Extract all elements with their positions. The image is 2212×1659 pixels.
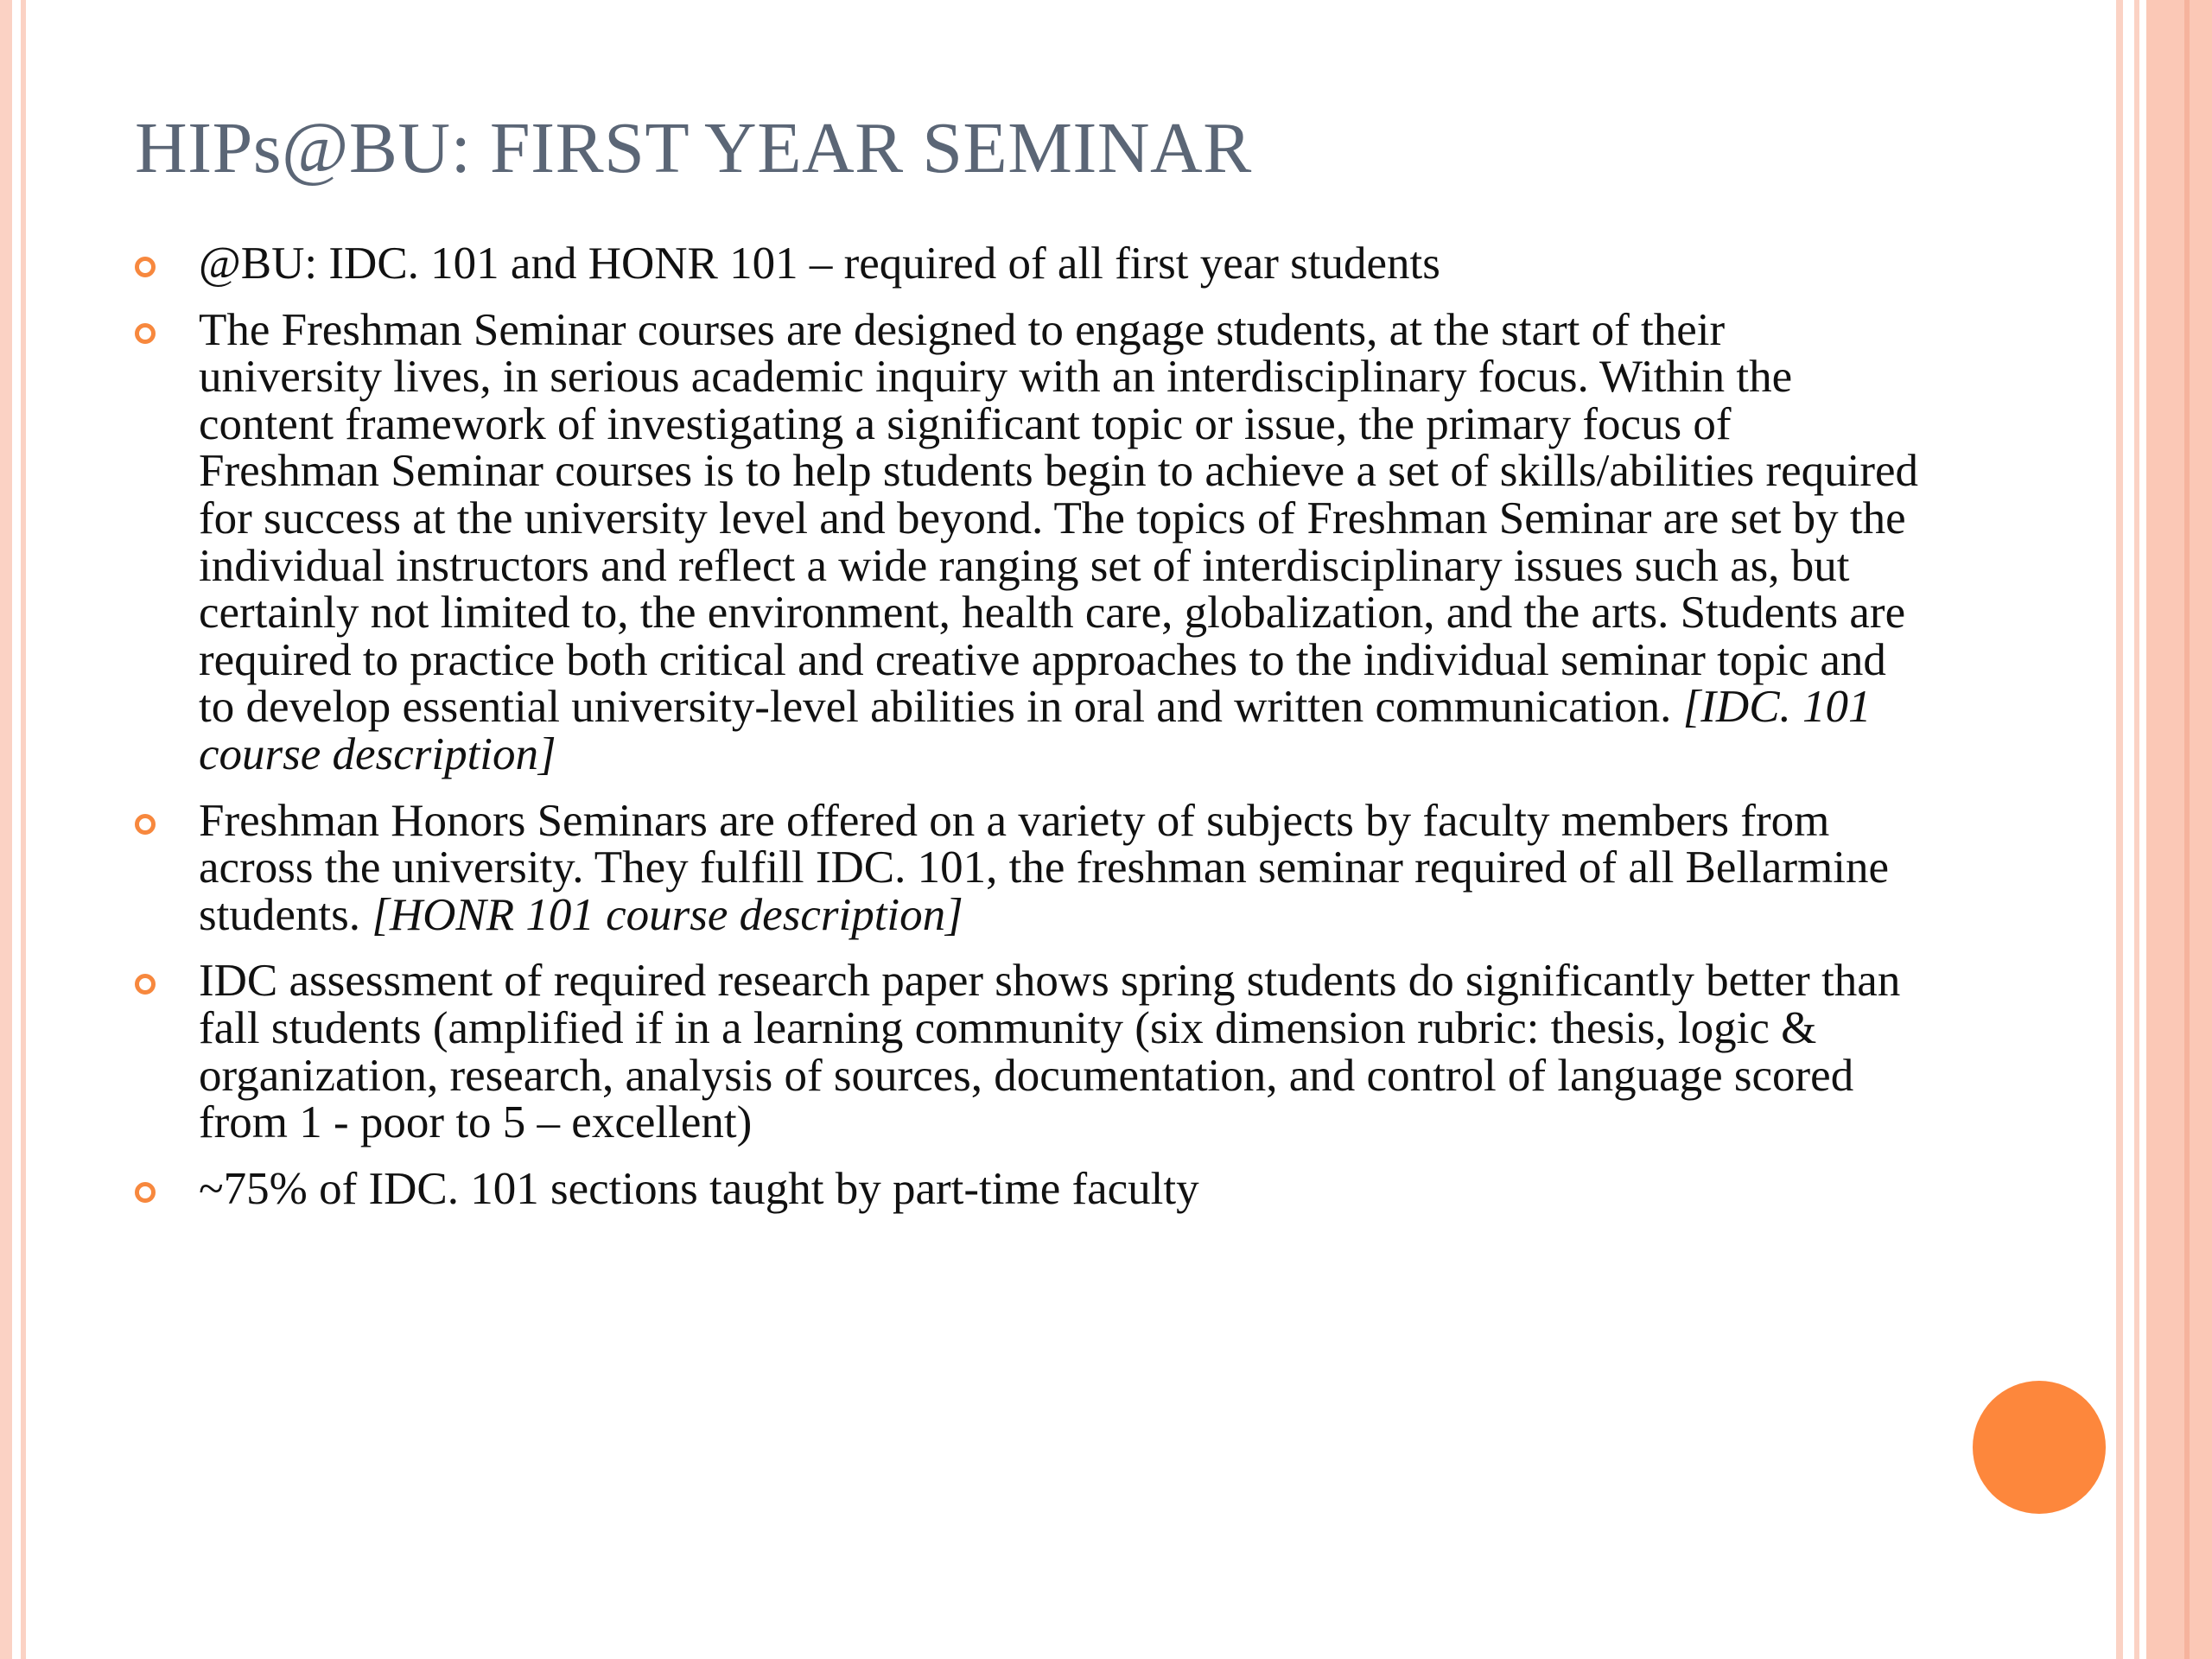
bullet-item-idc-description	[130, 304, 1919, 779]
bullet-item-honr-description	[130, 795, 1918, 940]
bullet-text: @BU: IDC. 101 and HONR 101 – required of all first year students	[199, 238, 1440, 289]
frame-stripe-right	[2116, 0, 2123, 1659]
bullet-item-assessment	[130, 957, 1918, 1146]
bullet-text: The Freshman Seminar courses are designed to engage students, at the start of their university lives, in serious academic inquiry with an interdisciplinary focus. Within the content framework of investigating a significant topic or issue, the primary focus of Freshman Seminar courses is to help students begin to achieve a set of skills/abilities required for success at the university level and beyond. The topics of Freshman Seminar are set by the individual instructors and reflect a wide ranging set of interdisciplinary issues such as, but certainly not limited to, the environment, health care, globalization, and the arts. Students are required to practice both critical and creative approaches to the individual seminar topic and to develop essential university-level abilities in oral and written communication.	[199, 304, 1919, 733]
bullet-circle-icon	[135, 1182, 156, 1203]
slide-title: HIPs@BU: FIRST YEAR SEMINAR	[135, 108, 1252, 188]
bullet-item-required	[130, 240, 1918, 288]
bullet-text: Freshman Honors Seminars are offered on a variety of subjects by faculty members from across the university. They fulfill IDC. 101, the freshman seminar required of all Bellarmine students.	[199, 795, 1890, 940]
frame-stripe-right-inner	[2134, 0, 2139, 1659]
bullet-circle-icon	[135, 323, 156, 344]
bullet-circle-icon	[135, 257, 156, 277]
bullet-item-part-time-faculty	[130, 1163, 1918, 1214]
bullet-list	[130, 240, 1918, 1231]
frame-band-right-line	[2184, 0, 2190, 1659]
bullet-circle-icon	[135, 974, 156, 995]
bullet-text: ~75% of IDC. 101 sections taught by part-time faculty	[199, 1163, 1199, 1214]
bullet-citation: [HONR 101 course description]	[372, 889, 963, 940]
bullet-text: IDC assessment of required research paper shows spring students do significantly better than fall students (amplified if in a learning community (six dimension rubric: thesis, logic & organization, research, analysis of sources, documentation, and control of language scored from 1 - poor to 5 – excellent)	[199, 956, 1901, 1148]
decorative-circle-icon	[1973, 1381, 2106, 1514]
frame-stripe-left-inner	[21, 0, 26, 1659]
bullet-citation: [IDC. 101 course description]	[199, 682, 1872, 779]
frame-band-right	[2146, 0, 2212, 1659]
frame-stripe-left	[0, 0, 12, 1659]
bullet-circle-icon	[135, 814, 156, 835]
